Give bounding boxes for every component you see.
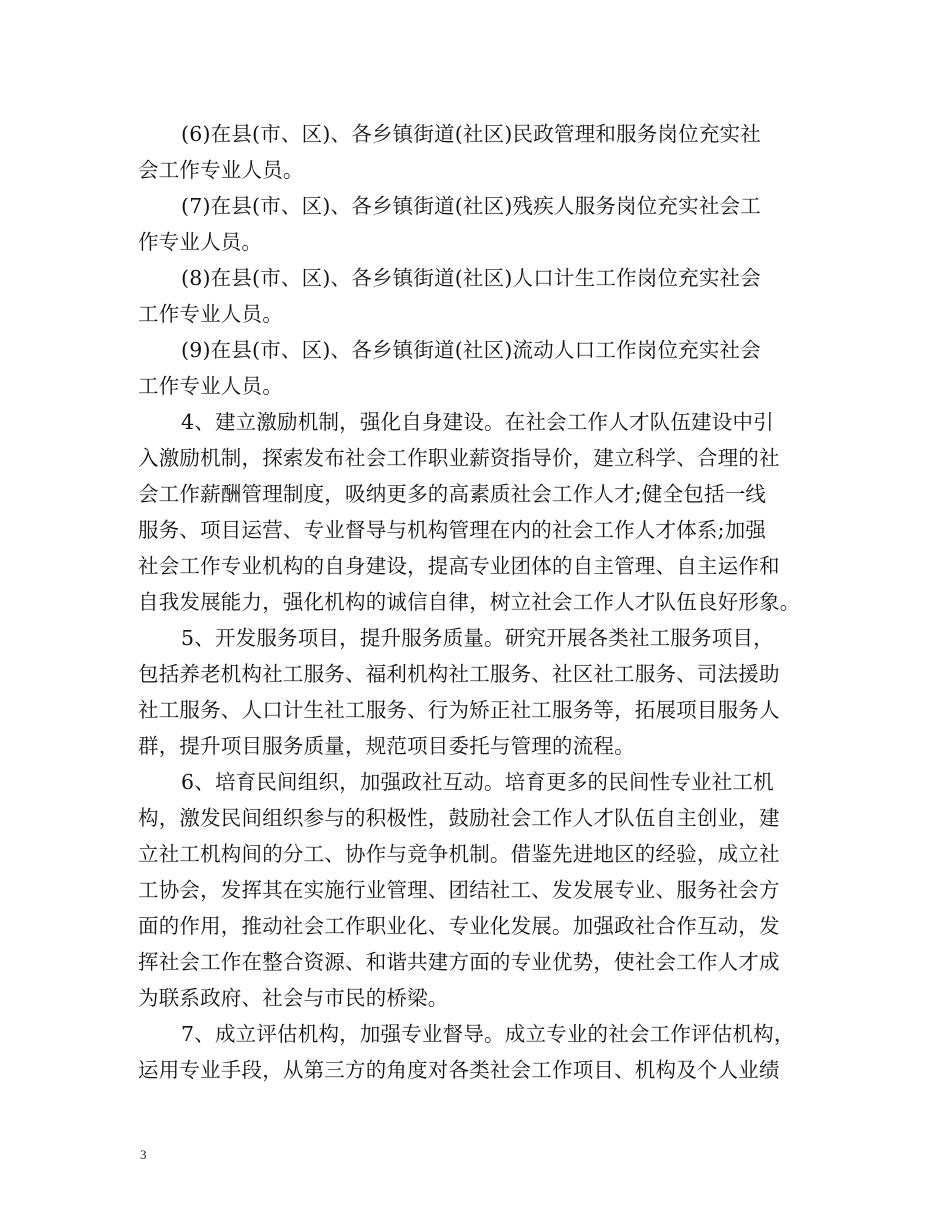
paragraph-line: 面的作用，推动社会工作职业化、专业化发展。加强政社合作互动，发 — [138, 914, 780, 938]
paragraph-line: 包括养老机构社工服务、福利机构社工服务、社区社工服务、司法援助 — [138, 662, 780, 686]
paragraph-line: 会工作薪酬管理制度，吸纳更多的高素质社会工作人才;健全包括一线 — [138, 482, 767, 506]
paragraph-line: 社工服务、人口计生社工服务、行为矫正社工服务等，拓展项目服务人 — [138, 698, 780, 722]
paragraph-line: 立社工机构间的分工、协作与竞争机制。借鉴先进地区的经验，成立社 — [138, 842, 780, 866]
page-number: 3 — [140, 1147, 147, 1162]
paragraph-line: 作专业人员。 — [138, 230, 263, 254]
paragraph-line: 运用专业手段，从第三方的角度对各类社会工作项目、机构及个人业绩 — [138, 1058, 780, 1082]
paragraph-line: (6)在县(市、区)、各乡镇街道(社区)民政管理和服务岗位充实社 — [181, 122, 761, 146]
paragraph-line: 工协会，发挥其在实施行业管理、团结社工、发发展专业、服务社会方 — [138, 878, 780, 902]
paragraph-line: 工作专业人员。 — [138, 302, 283, 326]
paragraph-line: 7、成立评估机构，加强专业督导。成立专业的社会工作评估机构， — [181, 1022, 795, 1046]
paragraph-line: 4、建立激励机制，强化自身建设。在社会工作人才队伍建设中引 — [181, 410, 774, 434]
paragraph-line: (9)在县(市、区)、各乡镇街道(社区)流动人口工作岗位充实社会 — [181, 338, 761, 362]
paragraph-line: 为联系政府、社会与市民的桥梁。 — [138, 986, 449, 1010]
paragraph-line: 会工作专业人员。 — [138, 158, 304, 182]
paragraph-line: 群，提升项目服务质量，规范项目委托与管理的流程。 — [138, 734, 635, 758]
paragraph-line: 工作专业人员。 — [138, 374, 283, 398]
paragraph-line: 6、培育民间组织，加强政社互动。培育更多的民间性专业社工机 — [181, 770, 774, 794]
paragraph-line: 挥社会工作在整合资源、和谐共建方面的专业优势，使社会工作人才成 — [138, 950, 780, 974]
paragraph-line: 自我发展能力，强化机构的诚信自律，树立社会工作人才队伍良好形象。 — [138, 590, 801, 614]
paragraph-line: 5、开发服务项目，提升服务质量。研究开展各类社工服务项目， — [181, 626, 774, 650]
paragraph-line: (7)在县(市、区)、各乡镇街道(社区)残疾人服务岗位充实社会工 — [181, 194, 761, 218]
paragraph-line: (8)在县(市、区)、各乡镇街道(社区)人口计生工作岗位充实社会 — [181, 266, 761, 290]
paragraph-line: 服务、项目运营、专业督导与机构管理在内的社会工作人才体系;加强 — [138, 518, 767, 542]
paragraph-line: 入激励机制，探索发布社会工作职业薪资指导价，建立科学、合理的社 — [138, 446, 780, 470]
document-body — [138, 116, 828, 1088]
paragraph-line: 构，激发民间组织参与的积极性，鼓励社会工作人才队伍自主创业，建 — [138, 806, 780, 830]
paragraph-line: 社会工作专业机构的自身建设，提高专业团体的自主管理、自主运作和 — [138, 554, 780, 578]
